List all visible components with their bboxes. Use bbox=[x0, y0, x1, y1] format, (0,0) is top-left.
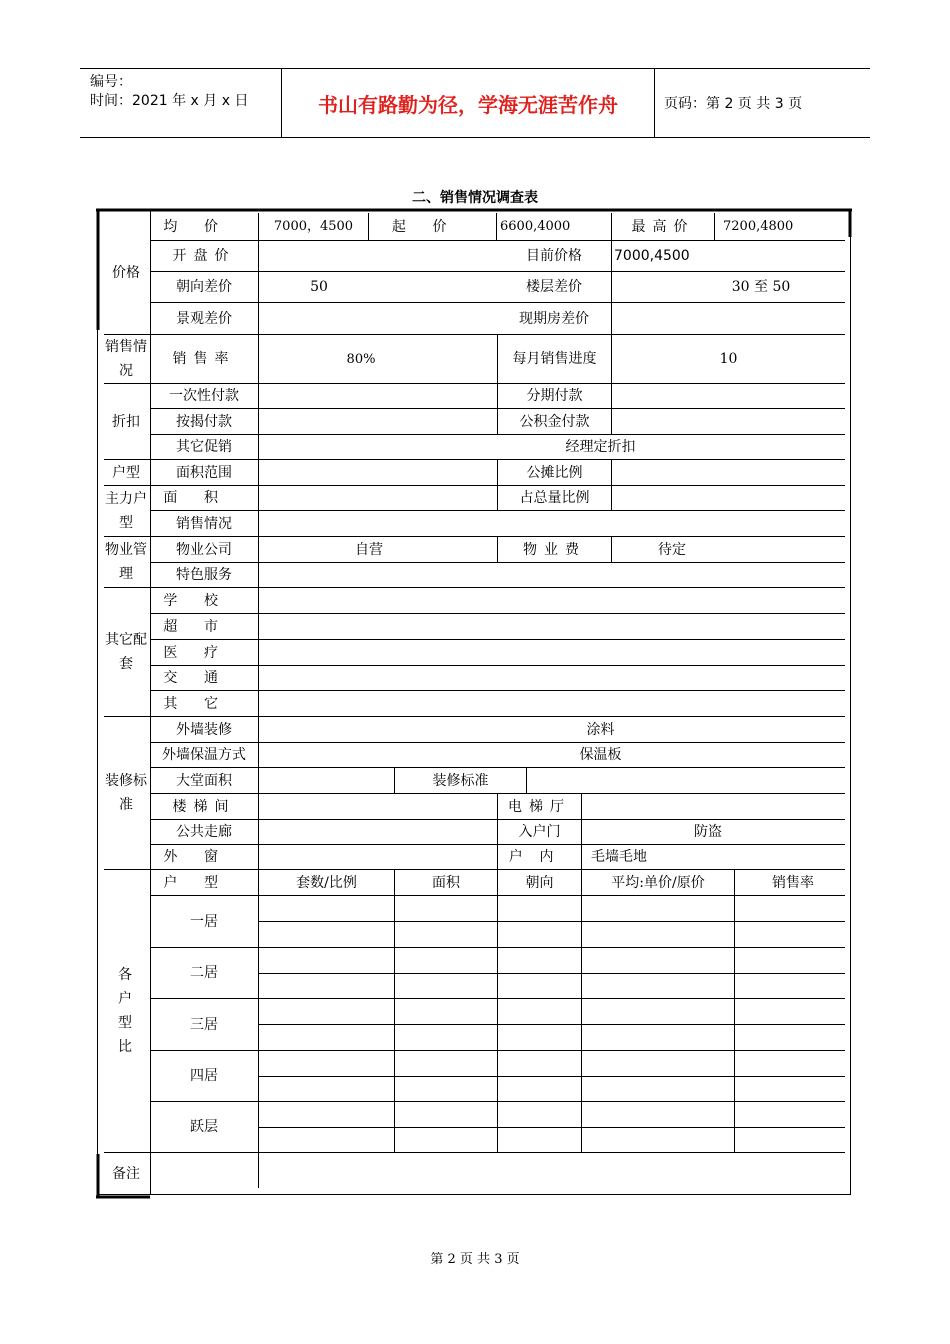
category-facilities: 其它配套 bbox=[105, 632, 147, 672]
lump-sum-label: 一次性付款 bbox=[169, 388, 239, 404]
ratio-col-count: 套数/比例 bbox=[296, 874, 357, 891]
ratio-col-price: 平均:单价/原价 bbox=[611, 874, 705, 891]
max-price-value: 7200,4800 bbox=[723, 219, 794, 234]
total-ratio-label: 占总量比例 bbox=[519, 490, 590, 506]
ratio-row-label: 三居 bbox=[190, 1016, 218, 1033]
avg-price-value: 7000，4500 bbox=[273, 219, 354, 234]
shared-ratio-label: 公摊比例 bbox=[526, 464, 583, 481]
spot-diff-label: 现期房差价 bbox=[519, 310, 589, 327]
main-sales-label: 销售情况 bbox=[176, 515, 232, 532]
insulation-label: 外墙保温方式 bbox=[162, 747, 246, 763]
indoor-value: 毛墙毛地 bbox=[591, 849, 647, 865]
special-service-label: 特色服务 bbox=[176, 567, 232, 583]
monthly-progress-value: 10 bbox=[719, 351, 738, 367]
ratio-row-label: 一居 bbox=[190, 913, 218, 930]
page-footer: 第 2 页 共 3 页 bbox=[430, 1252, 520, 1267]
insulation-value: 保温板 bbox=[579, 747, 622, 763]
current-price-value: 7000,4500 bbox=[614, 248, 690, 264]
table-title: 二、销售情况调查表 bbox=[412, 190, 538, 206]
ratio-row-label: 二居 bbox=[190, 965, 218, 981]
stairwell-label: 楼梯间 bbox=[172, 798, 236, 815]
property-fee-value: 待定 bbox=[658, 541, 686, 558]
lobby-area-label: 大堂面积 bbox=[176, 772, 232, 789]
avg-price-label: 均价 bbox=[163, 218, 245, 235]
number-label: 编号： bbox=[90, 74, 132, 90]
other-promo-value: 经理定折扣 bbox=[565, 439, 636, 455]
facility-medical-label: 医疗 bbox=[163, 644, 245, 661]
area-range-label: 面积范围 bbox=[176, 464, 232, 481]
ratio-col-unit: 户型 bbox=[163, 874, 245, 891]
category-price: 价格 bbox=[112, 265, 140, 281]
opening-price-label: 开盘价 bbox=[172, 248, 236, 264]
elevator-hall-label: 电梯厅 bbox=[508, 798, 571, 815]
current-price-label: 目前价格 bbox=[526, 248, 582, 264]
mortgage-label: 按揭付款 bbox=[176, 413, 232, 430]
floor-diff-value: 30 至 50 bbox=[731, 279, 791, 295]
facility-school-label: 学校 bbox=[163, 592, 245, 609]
floor-diff-label: 楼层差价 bbox=[526, 279, 582, 295]
other-promo-label: 其它促销 bbox=[176, 439, 232, 455]
sales-rate-label: 销售率 bbox=[172, 351, 236, 367]
ratio-row-label: 跃层 bbox=[190, 1119, 218, 1135]
monthly-progress-label: 每月销售进度 bbox=[512, 351, 597, 367]
property-fee-label: 物业费 bbox=[523, 541, 586, 558]
installment-label: 分期付款 bbox=[526, 388, 583, 404]
category-sales: 销售情况 bbox=[105, 339, 147, 379]
category-unit: 户型 bbox=[112, 464, 140, 481]
max-price-label: 最高价 bbox=[631, 218, 695, 235]
ratio-col-area: 面积 bbox=[432, 874, 460, 891]
ratio-col-sales-rate: 销售率 bbox=[772, 874, 814, 891]
orientation-diff-value: 50 bbox=[310, 279, 328, 295]
header-page-label: 页码：第 2 页 共 3 页 bbox=[664, 96, 803, 112]
time-label: 时间：2021 年 x 月 x 日 bbox=[90, 93, 249, 109]
exterior-wall-value: 涂料 bbox=[586, 721, 615, 738]
header-motto: 书山有路勤为径，学海无涯苦作舟 bbox=[318, 92, 618, 117]
facility-other-label: 其它 bbox=[163, 695, 245, 712]
entry-door-value: 防盗 bbox=[694, 824, 722, 840]
category-discount: 折扣 bbox=[112, 413, 140, 430]
start-price-value: 6600,4000 bbox=[500, 219, 571, 234]
view-diff-label: 景观差价 bbox=[176, 310, 232, 327]
housing-fund-label: 公积金付款 bbox=[519, 413, 590, 430]
entry-door-label: 入户门 bbox=[518, 824, 561, 840]
facility-supermarket-label: 超市 bbox=[163, 618, 245, 635]
main-area-label: 面积 bbox=[163, 490, 245, 506]
sales-rate-value: 80% bbox=[346, 351, 376, 367]
decoration-standard-label: 装修标准 bbox=[432, 772, 489, 789]
ratio-row-label: 四居 bbox=[190, 1068, 218, 1084]
category-unit-ratio: 各户型比 bbox=[118, 967, 132, 1055]
facility-transport-label: 交通 bbox=[163, 670, 245, 686]
property-company-value: 自营 bbox=[355, 541, 383, 558]
category-decoration: 装修标准 bbox=[105, 773, 147, 813]
category-property: 物业管理 bbox=[105, 542, 147, 582]
orientation-diff-label: 朝向差价 bbox=[176, 279, 232, 295]
exterior-wall-label: 外墙装修 bbox=[176, 721, 232, 738]
property-company-label: 物业公司 bbox=[176, 541, 232, 558]
start-price-label: 起价 bbox=[391, 218, 474, 235]
ratio-col-orientation: 朝向 bbox=[525, 874, 554, 891]
indoor-label: 户内 bbox=[508, 849, 571, 865]
corridor-label: 公共走廊 bbox=[176, 824, 232, 840]
window-label: 外窗 bbox=[163, 849, 245, 865]
category-remarks: 备注 bbox=[112, 1165, 140, 1182]
category-main-unit: 主力户型 bbox=[105, 491, 147, 531]
